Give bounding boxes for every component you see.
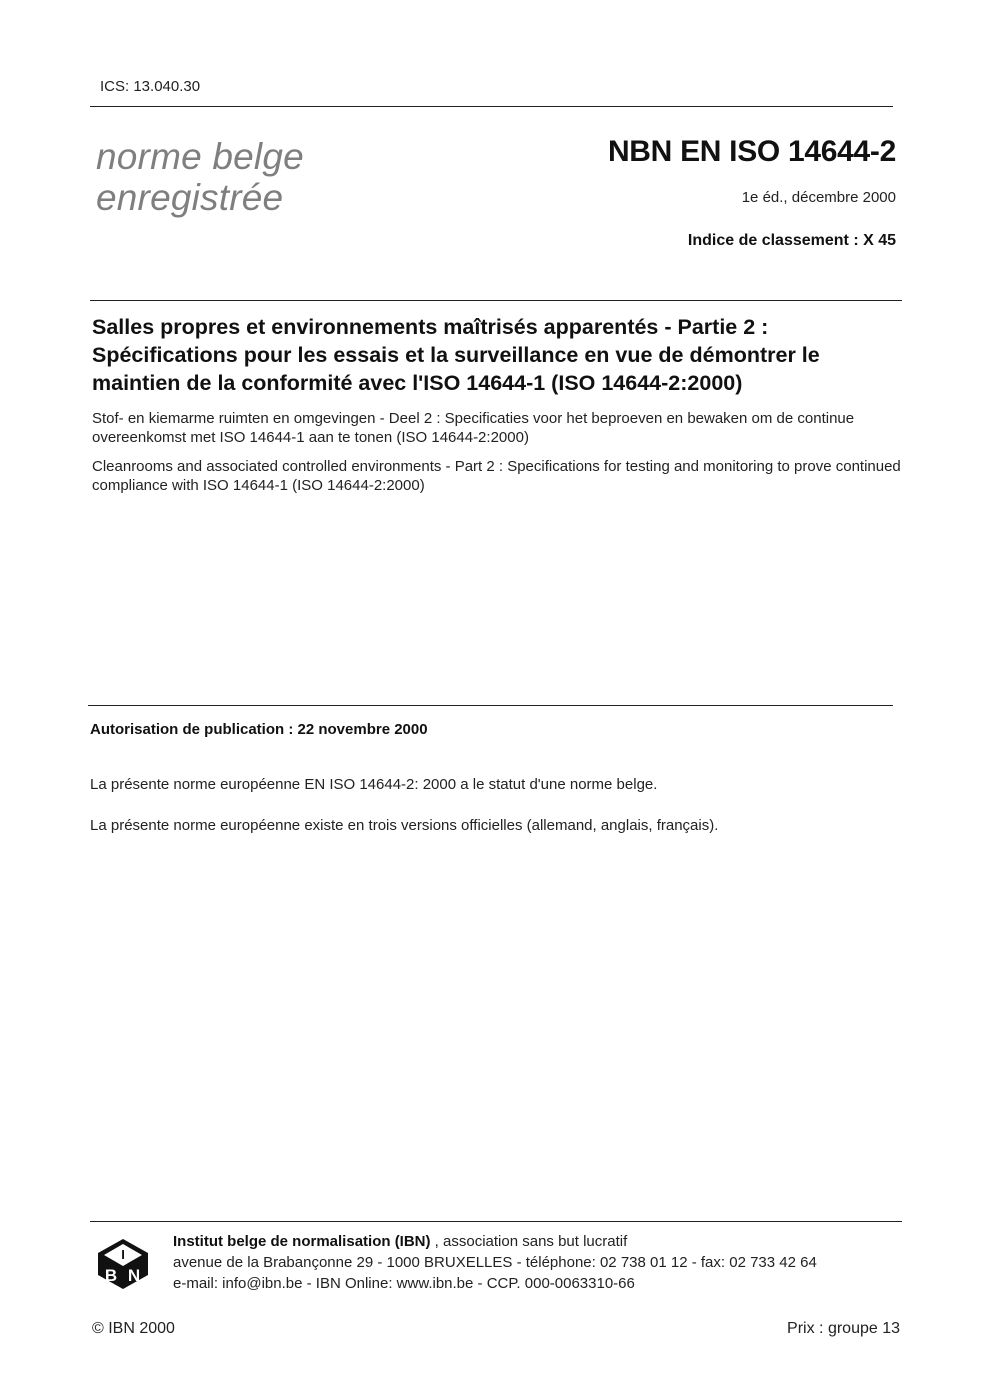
footer-rule — [90, 1221, 902, 1222]
brand-line-2: enregistrée — [96, 177, 284, 218]
footer-contact-block — [173, 1231, 817, 1294]
edition-date: 1e éd., décembre 2000 — [741, 189, 896, 206]
classification-index: Indice de classement : X 45 — [687, 232, 896, 249]
copyright: © IBN 2000 — [92, 1320, 175, 1337]
status-paragraph: La présente norme européenne EN ISO 14644-2: 2000 a le statut d'une norme belge. — [90, 776, 658, 793]
publication-authorisation: Autorisation de publication : 22 novembre 2000 — [90, 721, 428, 738]
logo-text: IBN — [122, 1289, 124, 1290]
body-rule — [88, 705, 893, 706]
title-french: Salles propres et environnements maîtrisés apparentés - Partie 2 : Spécifications pour les essais et la surveillance en vue de démontrer le maintien de la conformité avec l'ISO 14644-1 (ISO 14644-2:2000) — [92, 315, 820, 395]
brand-heading — [96, 136, 304, 218]
logo-letter-b: B — [104, 1266, 118, 1285]
logo-letter-i: I — [121, 1247, 125, 1262]
price-group: Prix : groupe 13 — [787, 1320, 900, 1337]
brand-line-1: norme belge — [96, 136, 304, 177]
ibn-logo-icon — [96, 1237, 150, 1291]
standard-number: NBN EN ISO 14644-2 — [607, 135, 896, 168]
title-english: Cleanrooms and associated controlled environments - Part 2 : Specifications for testing and monitoring to prove continued compliance with ISO 14644-1 (ISO 14644-2:2000) — [92, 458, 901, 494]
title-rule — [90, 300, 902, 301]
institute-suffix: , association sans but lucratif — [430, 1233, 628, 1250]
title-dutch: Stof- en kiemarme ruimten en omgevingen - Deel 2 : Specificaties voor het beproeven en bewaken om de continue overeenkomst met ISO 14644-1 aan te tonen (ISO 14644-2:2000) — [92, 410, 855, 446]
institute-name: Institut belge de normalisation (IBN) — [173, 1233, 431, 1250]
footer-contact: e-mail: info@ibn.be - IBN Online: www.ibn.be - CCP. 000-0063310-66 — [173, 1275, 635, 1292]
header-rule — [90, 106, 893, 107]
footer-institute-line — [173, 1231, 817, 1252]
logo-letter-n: N — [127, 1266, 141, 1285]
versions-paragraph: La présente norme européenne existe en trois versions officielles (allemand, anglais, français). — [90, 817, 719, 834]
footer-address: avenue de la Brabançonne 29 - 1000 BRUXELLES - téléphone: 02 738 01 12 - fax: 02 733 42 64 — [173, 1254, 817, 1271]
ics-code: ICS: 13.040.30 — [100, 78, 201, 95]
